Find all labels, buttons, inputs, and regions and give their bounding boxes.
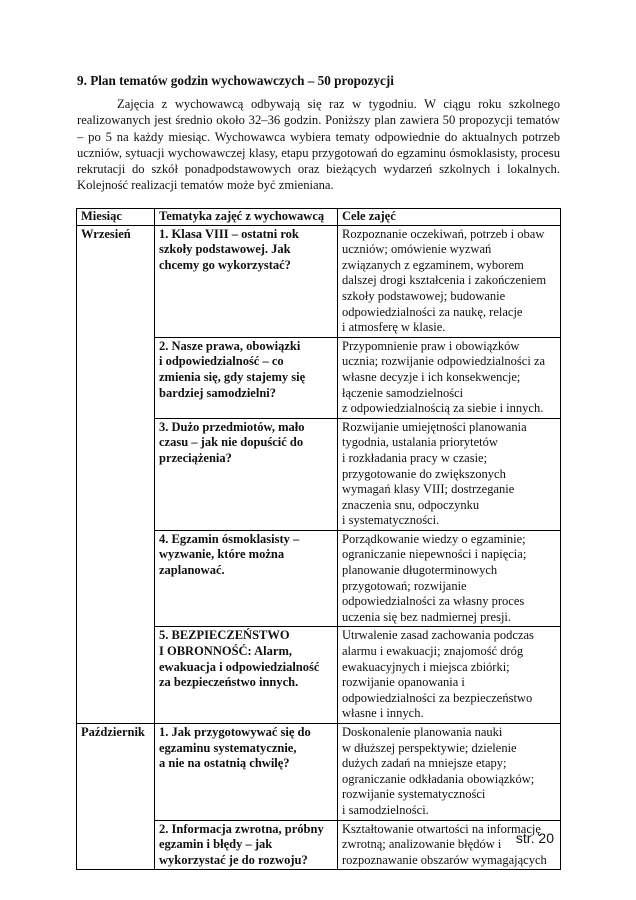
topic-line: 2. Informacja zwrotna, próbny: [159, 821, 324, 836]
intro-line: – po 5 na każdy miesiąc. Wychowawca wybiera tematy odpowiednie do aktualnych potrzeb: [77, 129, 560, 144]
month-cell: Wrzesień: [77, 225, 155, 723]
topic-line: chcemy go wykorzystać?: [159, 257, 291, 272]
table-row: [77, 225, 561, 337]
goals-line: własne decyzje i ich konsekwencje;: [342, 369, 521, 384]
topic-line: wykorzystać je do rozwoju?: [159, 852, 308, 867]
intro-line: uczniów, sytuacji wychowawczej klasy, etapu przygotowań do egzaminu ósmoklasisty, procesu: [77, 145, 560, 160]
topic-line: szkoły podstawowej. Jak: [159, 242, 291, 257]
header-topic: Tematyka zajęć z wychowawcą: [155, 209, 338, 226]
goals-cell: [338, 530, 561, 627]
topic-line: 4. Egzamin ósmoklasisty –: [159, 531, 300, 546]
topic-line: 3. Dużo przedmiotów, mało: [159, 419, 305, 434]
goals-line: rozpoznawanie obszarów wymagających: [342, 852, 547, 867]
topic-cell: [155, 337, 338, 418]
goals-cell: [338, 627, 561, 724]
goals-cell: [338, 337, 561, 418]
topic-line: wyzwanie, które można: [159, 547, 285, 562]
topic-line: egzamin i błędy – jak: [159, 837, 273, 852]
section-heading: 9. Plan tematów godzin wychowawczych – 50 propozycji: [77, 73, 394, 88]
goals-line: i atmosferę w klasie.: [342, 320, 446, 335]
goals-line: odpowiedzialności za bezpieczeństwo: [342, 690, 533, 705]
goals-cell: [338, 225, 561, 337]
topic-line: 2. Nasze prawa, obowiązki: [159, 338, 301, 353]
topic-line: za bezpieczeństwo innych.: [159, 675, 299, 690]
table-header-row: [77, 209, 561, 226]
topic-line: ewakuacja i odpowiedzialność: [159, 659, 320, 674]
topic-line: 1. Jak przygotowywać się do: [159, 725, 311, 739]
topic-cell: [155, 530, 338, 627]
goals-line: ewakuacyjnych i miejsca zbiórki;: [342, 659, 510, 674]
goals-line: rozwijanie opanowania i: [342, 675, 465, 690]
topic-line: bardziej samodzielni?: [159, 385, 277, 400]
topic-cell: [155, 225, 338, 337]
goals-line: planowanie długoterminowych: [342, 563, 498, 578]
goals-line: Rozpoznanie oczekiwań, potrzeb i obaw: [342, 226, 545, 241]
page-number: str. 20: [515, 830, 554, 846]
topic-line: egzaminu systematycznie,: [159, 740, 297, 755]
topic-line: I OBRONNOŚĆ: Alarm,: [159, 644, 292, 659]
goals-line: z odpowiedzialnością za siebie i innych.: [342, 401, 544, 416]
topic-line: zaplanować.: [159, 563, 225, 578]
goals-line: przygotowanie do zwiększonych: [342, 466, 506, 481]
goals-line: ograniczanie odkładania obowiązków;: [342, 771, 535, 786]
intro-line: rekrutacji do szkół ponadpodstawowych oraz bieżących wydarzeń szkolnych i lokalnych.: [77, 162, 560, 177]
goals-line: przygotowań; rozwijanie: [342, 578, 467, 593]
intro-paragraph: [77, 96, 560, 194]
goals-line: dużych zadań na mniejsze etapy;: [342, 756, 507, 771]
topic-cell: [155, 627, 338, 724]
goals-line: Kształtowanie otwartości na informację: [342, 821, 541, 836]
goals-line: i rozkładania pracy w czasie;: [342, 450, 488, 465]
topic-line: a nie na ostatnią chwilę?: [159, 756, 290, 771]
goals-line: i samodzielności.: [342, 802, 429, 817]
goals-line: dalszej drogi kształcenia i zakończeniem: [342, 273, 547, 288]
goals-line: znaczenia snu, odpoczynku: [342, 497, 480, 512]
intro-line: Kolejność realizacji tematów może być zmieniana.: [77, 178, 334, 193]
goals-line: zwrotną; analizowanie błędów i: [342, 837, 502, 852]
header-goals: Cele zajęć: [338, 209, 561, 226]
goals-line: i systematyczności.: [342, 513, 440, 528]
goals-cell: [338, 418, 561, 530]
intro-line: realizowanych jest średnio około 32–36 godzin. Poniższy plan zawiera 50 propozycji tematów: [77, 113, 560, 128]
topic-line: zmienia się, gdy stajemy się: [159, 369, 306, 384]
topics-table: [76, 208, 561, 870]
goals-line: odpowiedzialności za naukę, relacje: [342, 304, 523, 319]
goals-line: szkoły podstawowej; budowanie: [342, 288, 506, 303]
topic-line: 5. BEZPIECZEŃSTWO: [159, 628, 290, 643]
topic-cell: [155, 724, 338, 821]
goals-line: rozwijanie systematyczności: [342, 787, 486, 802]
goals-line: w dłuższej perspektywie; dzielenie: [342, 740, 517, 755]
intro-line: Zajęcia z wychowawcą odbywają się raz w tygodniu. W ciągu roku szkolnego: [117, 97, 560, 111]
goals-line: Doskonalenie planowania nauki: [342, 725, 503, 739]
goals-line: ograniczanie niepewności i napięcia;: [342, 547, 527, 562]
topic-cell: [155, 820, 338, 870]
topic-line: i odpowiedzialność – co: [159, 354, 284, 369]
month-cell: Październik: [77, 724, 155, 870]
goals-line: alarmu i ewakuacji; znajomość dróg: [342, 644, 524, 659]
topic-cell: [155, 418, 338, 530]
goals-line: wymagań klasy VIII; dostrzeganie: [342, 482, 515, 497]
goals-line: Utrwalenie zasad zachowania podczas: [342, 628, 534, 643]
topic-line: 1. Klasa VIII – ostatni rok: [159, 226, 299, 241]
goals-line: odpowiedzialności za własny proces: [342, 594, 525, 609]
goals-line: łączenie samodzielności: [342, 385, 464, 400]
header-month: Miesiąc: [77, 209, 155, 226]
goals-line: Porządkowanie wiedzy o egzaminie;: [342, 531, 526, 546]
goals-line: tygodnia, ustalania priorytetów: [342, 435, 498, 450]
goals-line: własne i innych.: [342, 706, 424, 721]
goals-line: uczenia się bez nadmiernej presji.: [342, 609, 512, 624]
table-body: [77, 225, 561, 870]
goals-line: związanych z egzaminem, wyborem: [342, 257, 524, 272]
goals-line: Przypomnienie praw i obowiązków: [342, 338, 520, 353]
topic-line: czasu – jak nie dopuścić do: [159, 435, 304, 450]
topic-line: przeciążenia?: [159, 450, 232, 465]
goals-line: ucznia; rozwijanie odpowiedzialności za: [342, 354, 546, 369]
table-row: [77, 724, 561, 821]
goals-line: uczniów; omówienie wyzwań: [342, 242, 492, 257]
goals-line: Rozwijanie umiejętności planowania: [342, 419, 527, 434]
goals-cell: [338, 724, 561, 821]
